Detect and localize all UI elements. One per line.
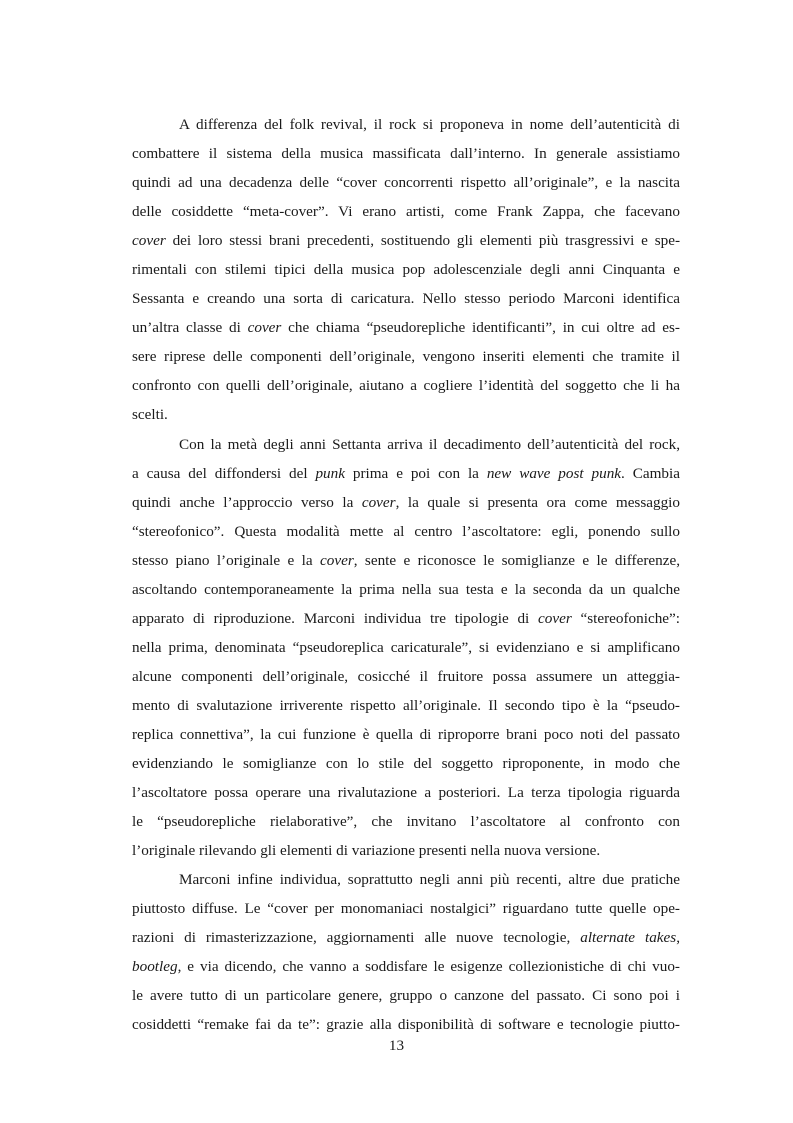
text-segment: A differenza del folk revival, il rock si proponeva in nome dell’autenticità di: [179, 116, 680, 133]
text-line: [132, 197, 680, 226]
text-segment: “stereofonico”. Questa modalità mette al centro l’ascoltatore: egli, ponendo sullo: [132, 522, 680, 540]
text-segment: Con la metà degli anni Settanta arriva il decadimento dell’autenticità del rock,: [179, 435, 680, 453]
text-line: [132, 807, 680, 836]
text-segment: le avere tutto di un particolare genere, gruppo o canzone del passato. Ci sono poi i: [132, 987, 680, 1005]
text-line: [132, 517, 680, 546]
text-segment: mento di svalutazione irriverente rispetto all’originale. Il secondo tipo è la “pseudo-: [132, 696, 680, 714]
text-line: [132, 400, 680, 429]
text-line: [132, 430, 680, 459]
body-text: [132, 110, 680, 1040]
text-segment: apparato di riproduzione. Marconi individua tre tipologie di: [132, 609, 539, 627]
italic-term: bootleg: [132, 958, 178, 976]
text-line: [132, 604, 680, 633]
text-segment: rimentali con stilemi tipici della musica pop adolescenziale degli anni Cinquanta e: [132, 261, 680, 279]
text-line: [132, 110, 680, 139]
text-segment: a causa del diffondersi del: [132, 464, 316, 482]
text-line: [132, 575, 680, 604]
italic-term: cover: [538, 609, 572, 627]
text-segment: le “pseudorepliche rielaborative”, che invitano l’ascoltatore al confronto con: [132, 813, 680, 831]
paragraph-cover-meta: [132, 110, 680, 430]
text-line: [132, 488, 680, 517]
text-line: [132, 865, 680, 894]
text-segment: scelti.: [132, 406, 168, 424]
text-line: [132, 691, 680, 720]
text-segment: confronto con quelli dell’originale, aiutano a cogliere l’identità del soggetto che li ha: [132, 377, 680, 395]
italic-term: cover: [247, 319, 282, 337]
text-line: [132, 633, 680, 662]
text-segment: ascoltando contemporaneamente la prima nella sua testa e la seconda da un qualche: [132, 580, 680, 598]
italic-term: punk: [315, 464, 345, 482]
text-segment: un’altra classe di: [132, 319, 248, 337]
text-segment: , la quale si presenta ora come messaggio: [395, 493, 680, 511]
text-segment: “stereofoniche”:: [571, 609, 680, 627]
italic-term: cover: [132, 232, 166, 250]
text-segment: nella prima, denominata “pseudoreplica caricaturale”, si evidenziano e si amplificano: [132, 638, 680, 656]
text-segment: l’originale rilevando gli elementi di variazione presenti nella nuova versione.: [132, 842, 601, 860]
page-number: 13: [388, 1037, 405, 1054]
text-line: [132, 923, 680, 952]
text-line: [132, 168, 680, 197]
text-segment: . Cambia: [621, 464, 680, 482]
text-line: [132, 662, 680, 691]
italic-term: alternate takes: [580, 929, 677, 947]
text-line: [132, 894, 680, 923]
text-segment: prima e poi con la: [344, 464, 487, 482]
text-segment: replica connettiva”, la cui funzione è quella di riproporre brani poco noti del passato: [132, 725, 680, 743]
text-segment: piuttosto diffuse. Le “cover per monomaniaci nostalgici” riguardano tutte quelle ope-: [132, 900, 680, 918]
text-segment: , sente e riconosce le somiglianze e le differenze,: [353, 551, 680, 569]
paragraph-stereofonico: [132, 430, 680, 866]
text-segment: che chiama “pseudorepliche identificanti”, in cui oltre ad es-: [281, 319, 680, 337]
text-line: [132, 952, 680, 981]
text-line: [132, 836, 680, 865]
italic-term: cover: [320, 551, 354, 569]
text-line: [132, 139, 680, 168]
text-segment: l’ascoltatore possa operare una rivalutazione a posteriori. La terza tipologia riguarda: [132, 784, 680, 802]
text-segment: alcune componenti dell’originale, cosicché il fruitore possa assumere un atteggia-: [132, 667, 680, 685]
text-segment: evidenziando le somiglianze con lo stile del soggetto riproponente, in modo che: [132, 755, 680, 773]
text-segment: Marconi infine individua, soprattutto negli anni più recenti, altre due pratiche: [179, 871, 680, 889]
italic-term: new wave post punk: [486, 464, 622, 482]
text-line: [132, 255, 680, 284]
text-line: [132, 459, 680, 488]
italic-term: cover: [361, 493, 396, 511]
text-segment: razioni di rimasterizzazione, aggiornamenti alle nuove tecnologie,: [132, 929, 581, 947]
text-segment: dei loro stessi brani precedenti, sostituendo gli elementi più trasgressivi e spe-: [165, 232, 680, 250]
text-line: [132, 342, 680, 371]
text-line: [132, 313, 680, 342]
text-segment: quindi anche l’approccio verso la: [132, 493, 362, 511]
text-segment: sere riprese delle componenti dell’originale, vengono inseriti elementi che tramite il: [132, 348, 680, 366]
text-line: [132, 981, 680, 1010]
text-line: [132, 749, 680, 778]
text-segment: , e via dicendo, che vanno a soddisfare le esigenze collezionistiche di chi vuo-: [177, 958, 680, 976]
text-segment: ,: [676, 929, 680, 947]
text-line: [132, 778, 680, 807]
text-segment: stesso piano l’originale e la: [132, 551, 320, 569]
text-segment: quindi ad una decadenza delle “cover concorrenti rispetto all’originale”, e la nascita: [132, 174, 680, 192]
text-segment: cosiddetti “remake fai da te”: grazie alla disponibilità di software e tecnologie piutto-: [132, 1016, 680, 1034]
text-segment: delle cosiddette “meta-cover”. Vi erano artisti, come Frank Zappa, che facevano: [132, 203, 680, 221]
text-line: [132, 226, 680, 255]
text-line: [132, 546, 680, 575]
text-segment: Sessanta e creando una sorta di caricatura. Nello stesso periodo Marconi identifica: [132, 290, 680, 308]
text-line: [132, 371, 680, 400]
text-segment: combattere il sistema della musica massificata dall’interno. In generale assistiamo: [132, 145, 680, 163]
text-line: [132, 720, 680, 749]
paragraph-pratiche-recenti: [132, 865, 680, 1039]
text-line: [132, 284, 680, 313]
